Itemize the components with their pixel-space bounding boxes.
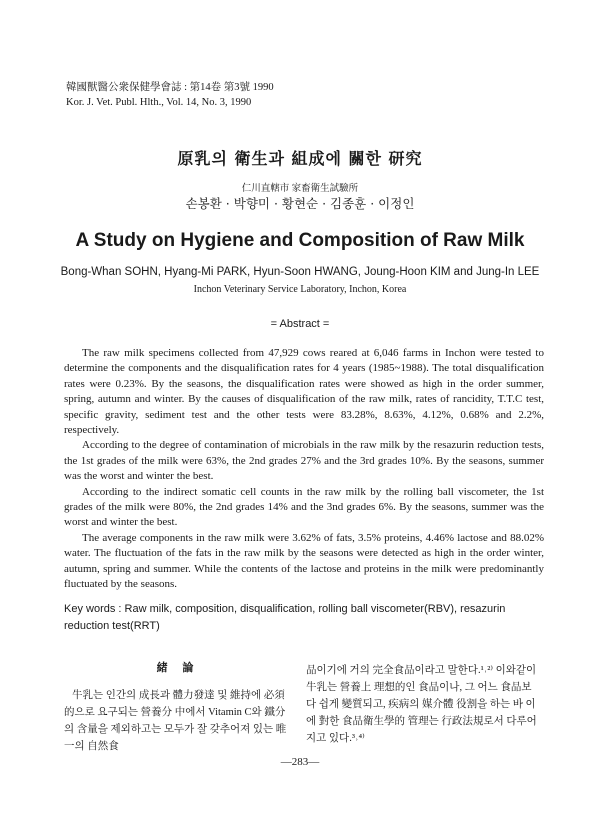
intro-paragraph-left: 牛乳는 인간의 成長과 體力發達 및 維持에 必須的으로 요구되는 營養分 中에서 Vitamin C와 鐵分의 含量을 제외하고는 모두가 잘 갖추어져 있는 唯一의 自然食	[64, 690, 287, 752]
keywords-label: Key words :	[64, 603, 122, 615]
abstract-body	[64, 346, 544, 593]
journal-line-english: Kor. J. Vet. Publ. Hlth., Vol. 14, No. 3, 1990	[66, 97, 252, 108]
keywords	[64, 601, 544, 635]
authors-english: Bong-Whan SOHN, Hyang-Mi PARK, Hyun-Soon HWANG, Joung-Hoon KIM and Jung-In LEE	[60, 266, 540, 278]
abstract-paragraph: According to the indirect somatic cell counts in the raw milk by the rolling ball viscometer, the 1st grades of the milk were 80%, the 2nd grades 14% and the 3nd grades 6%. By the seasons, summer was the worst and winter the best.	[64, 485, 544, 529]
affiliation-english: Inchon Veterinary Service Laboratory, Inchon, Korea	[193, 284, 407, 295]
institution-korean: 仁川直轄市 家畜衛生試驗所	[241, 184, 359, 194]
intro-paragraph-right: 品이기에 거의 完全食品이라고 말한다.¹˒²⁾ 이와같이 牛乳는 營養上 理想的인 食品이나, 그 어느 食品보다 쉽게 變質되고, 疾病의 媒介體 役割을 하는 바 이에 對한 食品衛生學的 管理는 行政法規로서 다루어지고 있다.³˒⁴⁾	[306, 665, 537, 744]
page-number: —283—	[280, 756, 320, 768]
authors-korean: 손봉환 · 박향미 · 황현순 · 김종훈 · 이정인	[185, 196, 415, 211]
keywords-text: Raw milk, composition, disqualification, rolling ball viscometer(RBV), resazurin reduction test(RRT)	[64, 603, 506, 632]
intro-right-column	[306, 662, 540, 747]
abstract-heading: = Abstract =	[270, 318, 330, 330]
title-korean: 原乳의 衛生과 組成에 關한 研究	[177, 149, 423, 168]
title-english: A Study on Hygiene and Composition of Raw Milk	[75, 230, 525, 251]
journal-header	[66, 80, 274, 110]
abstract-paragraph: The average components in the raw milk were 3.62% of fats, 3.5% proteins, 4.46% lactose and 88.02% water. The fluctuation of the fats in the raw milk by the seasons were detected as high in the order winter, autumn, spring and summer. While the contents of the lactose and proteins in the milk were predominantly fluctuated by the seasons.	[64, 531, 544, 591]
journal-line-korean: 韓國獸醫公衆保健學會誌 : 第14卷 第3號 1990	[66, 82, 274, 93]
abstract-paragraph: The raw milk specimens collected from 47,929 cows reared at 6,046 farms in Inchon were tested to determine the components and the disqualification rates for 4 years (1985~1988). The total disqualification rates were 0.23%. By the seasons, the disqualification rates were showed as high in the order summer, spring, autumn and winter. By the causes of disqualification of the raw milk, rates of rancidity, T.T.C test, specific gravity, sediment test and the other tests were 83.28%, 8.63%, 4.12%, 0.68% and 2.2%, respectively.	[64, 347, 544, 437]
intro-left-column	[64, 660, 292, 755]
intro-heading: 緒 論	[156, 662, 200, 674]
abstract-paragraph: According to the degree of contamination of microbials in the raw milk by the resazurin reduction tests, the 1st grades of the milk were 63%, the 2nd grades 27% and the 3rd grades 10%. By the seasons, summer was the worst and winter the best.	[64, 439, 544, 483]
